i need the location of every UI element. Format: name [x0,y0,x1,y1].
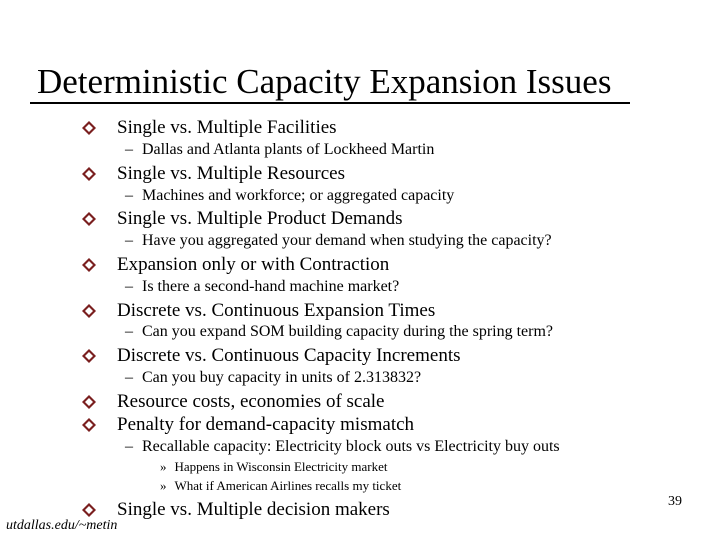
item-single-vs-multiple-decision-makers: Single vs. Multiple decision makers [117,499,390,520]
sub-item: – Dallas and Atlanta plants of Lockheed Martin [125,141,435,158]
item-resource-costs: Resource costs, economies of scale [117,391,385,412]
sub-item: – Can you expand SOM building capacity during the spring term? [125,323,554,340]
item-penalty-mismatch: Penalty for demand-capacity mismatch [117,414,415,435]
slide-title: Deterministic Capacity Expansion Issues [37,62,612,101]
item-single-vs-multiple-product-demands: Single vs. Multiple Product Demands [117,208,403,229]
sub-item: – Machines and workforce; or aggregated capacity [125,187,455,204]
bullet-icon [82,395,96,409]
item-discrete-vs-continuous-expansion-times: Discrete vs. Continuous Expansion Times [117,300,436,321]
sub-item: – Recallable capacity: Electricity block outs vs Electricity buy outs [125,438,560,455]
bullet-icon [82,349,96,363]
bullet-icon [82,212,96,226]
sub-sub-item: » Happens in Wisconsin Electricity market [160,459,388,474]
bullet-icon [82,304,96,318]
item-expansion-or-contraction: Expansion only or with Contraction [117,254,390,275]
bullet-icon [82,418,96,432]
sub-sub-item: » What if American Airlines recalls my ticket [160,478,402,493]
bullet-icon [82,121,96,135]
sub-item: – Have you aggregated your demand when studying the capacity? [125,232,552,249]
title-underline [30,102,630,104]
footer-url: utdallas.edu/~metin [6,518,118,533]
sub-item: – Can you buy capacity in units of 2.313832? [125,369,422,386]
page-number: 39 [668,494,682,509]
sub-item: – Is there a second-hand machine market? [125,278,400,295]
item-single-vs-multiple-resources: Single vs. Multiple Resources [117,163,345,184]
item-single-vs-multiple-facilities: Single vs. Multiple Facilities [117,117,337,138]
bullet-icon [82,167,96,181]
bullet-icon [82,258,96,272]
item-discrete-vs-continuous-capacity-increments: Discrete vs. Continuous Capacity Increments [117,345,461,366]
bullet-icon [82,503,96,517]
